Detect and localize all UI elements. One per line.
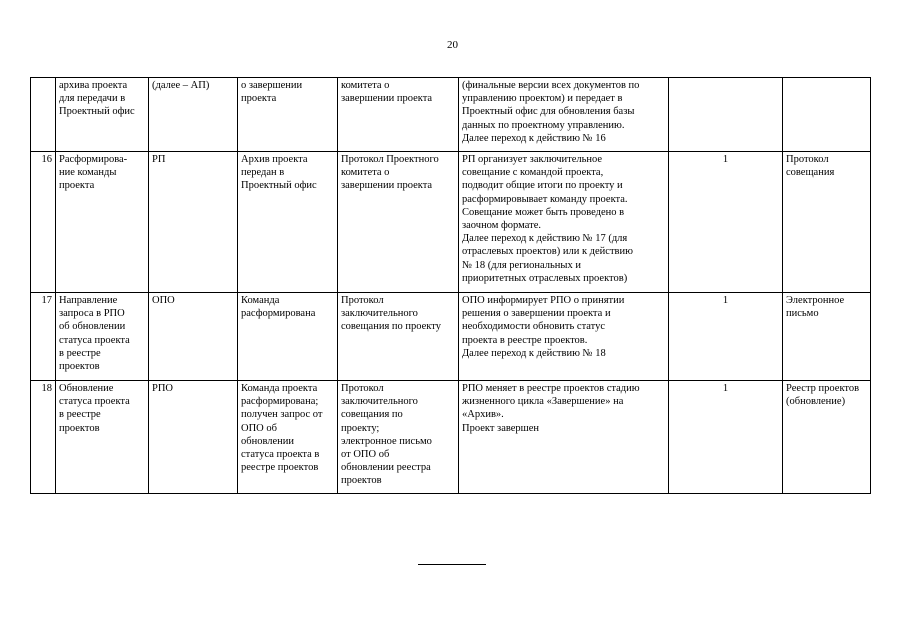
table-row	[31, 381, 871, 494]
cell-text-line: РП	[152, 154, 166, 165]
cell-text-line: ОПО	[152, 295, 175, 306]
table-row	[31, 152, 871, 293]
cell-text-line: данных по проектному управлению.	[462, 119, 625, 131]
cell-text-line: РП организует заключительное	[462, 154, 603, 165]
process-table	[30, 77, 871, 494]
action-cell	[56, 293, 149, 381]
cell-text-line: приоритетных отраслевых проектов)	[462, 272, 628, 284]
cell-text-line: Направление	[59, 295, 118, 306]
cell-text-line: подводит общие итоги по проекту и	[462, 180, 623, 192]
cell-text-line: получен запрос от	[241, 409, 323, 421]
cell-text-line: проектов	[341, 475, 382, 487]
cell-text-line: Проектный офис	[241, 180, 317, 192]
cell-text-line: проекта	[59, 180, 95, 192]
cell-text-line: Протокол	[341, 383, 384, 394]
cell-text-line: статуса проекта в	[241, 449, 320, 461]
cell-text-line: совещание с командой проекта,	[462, 167, 604, 179]
cell-text-line: Совещание может быть проведено в	[462, 206, 625, 218]
cell-text-line: в реестре	[59, 409, 101, 421]
cell-text-line: управлению проектом) и передает в	[462, 93, 623, 105]
cell-text-line: совещания	[786, 167, 835, 179]
cell-text-line: Обновление	[59, 383, 114, 394]
input-documents-cell	[338, 78, 459, 152]
responsible-cell	[149, 381, 238, 494]
responsible-cell	[149, 293, 238, 381]
start-condition-cell	[238, 381, 338, 494]
cell-text-line: заключительного	[341, 308, 418, 320]
step-number-cell: 16	[31, 152, 56, 293]
cell-text-line: Расформирова-	[59, 154, 128, 165]
action-cell	[56, 152, 149, 293]
cell-text-line: расформировывает команду проекта.	[462, 193, 628, 205]
cell-text-line: Архив проекта	[241, 154, 308, 165]
cell-text-line: (обновление)	[786, 396, 846, 408]
page-number: 20	[447, 39, 458, 51]
cell-text-line: завершении проекта	[341, 180, 433, 192]
action-cell	[56, 78, 149, 152]
cell-text-line: запроса в РПО	[59, 308, 125, 320]
cell-text-line: от ОПО об	[341, 449, 390, 461]
description-cell	[459, 152, 669, 293]
cell-text-line: Далее переход к действию № 18	[462, 347, 606, 359]
cell-text-line: в реестре	[59, 347, 101, 359]
cell-text-line: завершении проекта	[341, 93, 433, 105]
cell-text-line: Далее переход к действию № 17 (для	[462, 233, 628, 245]
cell-text-line: Реестр проектов	[786, 383, 860, 394]
footnote-separator	[418, 564, 486, 565]
cell-text-line: о завершении	[241, 80, 303, 91]
table-row	[31, 293, 871, 381]
cell-text-line: расформирована	[241, 308, 316, 320]
cell-text-line: заочном формате.	[462, 220, 541, 232]
cell-text-line: для передачи в	[59, 93, 126, 105]
cell-text-line: РПО меняет в реестре проектов стадию	[462, 383, 640, 394]
cell-text-line: «Архив».	[462, 409, 504, 421]
cell-text-line: обновлении реестра	[341, 462, 431, 474]
cell-text-line: необходимости обновить статус	[462, 321, 606, 333]
cell-text-line: ОПО об	[241, 422, 277, 434]
cell-text-line: об обновлении	[59, 321, 126, 333]
cell-text-line: Электронное	[786, 295, 845, 306]
cell-text-line: Протокол	[341, 295, 384, 306]
table-body	[31, 78, 871, 494]
action-cell	[56, 381, 149, 494]
step-number-cell: 18	[31, 381, 56, 494]
cell-text-line: Проектный офис	[59, 106, 135, 118]
cell-text-line: ние команды	[59, 167, 117, 179]
cell-text-line: статуса проекта	[59, 396, 130, 408]
cell-text-line: (финальные версии всех документов по	[462, 80, 640, 91]
cell-text-line: электронное письмо	[341, 435, 432, 447]
cell-text-line: письмо	[786, 308, 819, 320]
cell-text-line: проектов	[59, 361, 100, 373]
cell-text-line: Протокол	[786, 154, 829, 165]
cell-text-line: отраслевых проектов) или к действию	[462, 246, 633, 258]
responsible-cell	[149, 152, 238, 293]
cell-text-line: № 18 (для региональных и	[462, 259, 581, 271]
cell-text-line: проекта	[241, 93, 277, 105]
table-row	[31, 78, 871, 152]
cell-text-line: комитета о	[341, 167, 390, 179]
cell-text-line: обновлении	[241, 435, 295, 447]
start-condition-cell	[238, 293, 338, 381]
description-cell	[459, 78, 669, 152]
responsible-cell	[149, 78, 238, 152]
cell-text-line: статуса проекта	[59, 334, 130, 346]
result-cell	[783, 381, 871, 494]
cell-text-line: Проектный офис для обновления базы	[462, 106, 635, 118]
step-number-cell: 17	[31, 293, 56, 381]
cell-text-line: решения о завершении проекта и	[462, 308, 611, 320]
description-cell	[459, 293, 669, 381]
input-documents-cell	[338, 293, 459, 381]
cell-text-line: Проект завершен	[462, 422, 540, 434]
cell-text-line: Протокол Проектного	[341, 154, 439, 165]
cell-text-line: проекта в реестре проектов.	[462, 334, 588, 346]
cell-text-line: совещания по	[341, 409, 403, 421]
cell-text-line: передан в	[241, 167, 285, 179]
step-number-cell	[31, 78, 56, 152]
cell-text-line: Команда	[241, 295, 280, 306]
duration-cell: 1	[669, 381, 783, 494]
cell-text-line: Далее переход к действию № 16	[462, 132, 606, 144]
cell-text-line: комитета о	[341, 80, 390, 91]
result-cell	[783, 152, 871, 293]
start-condition-cell	[238, 78, 338, 152]
cell-text-line: жизненного цикла «Завершение» на	[462, 396, 624, 408]
duration-cell: 1	[669, 152, 783, 293]
start-condition-cell	[238, 152, 338, 293]
duration-cell: 1	[669, 293, 783, 381]
cell-text-line: архива проекта	[59, 80, 128, 91]
result-cell	[783, 293, 871, 381]
cell-text-line: РПО	[152, 383, 174, 394]
cell-text-line: совещания по проекту	[341, 321, 441, 333]
cell-text-line: ОПО информирует РПО о принятии	[462, 295, 625, 306]
input-documents-cell	[338, 381, 459, 494]
cell-text-line: реестре проектов	[241, 462, 319, 474]
description-cell	[459, 381, 669, 494]
cell-text-line: проекту;	[341, 422, 380, 434]
input-documents-cell	[338, 152, 459, 293]
cell-text-line: Команда проекта	[241, 383, 318, 394]
duration-cell	[669, 78, 783, 152]
cell-text-line: проектов	[59, 422, 100, 434]
cell-text-line: (далее – АП)	[152, 80, 210, 91]
result-cell	[783, 78, 871, 152]
cell-text-line: заключительного	[341, 396, 418, 408]
cell-text-line: расформирована;	[241, 396, 319, 408]
